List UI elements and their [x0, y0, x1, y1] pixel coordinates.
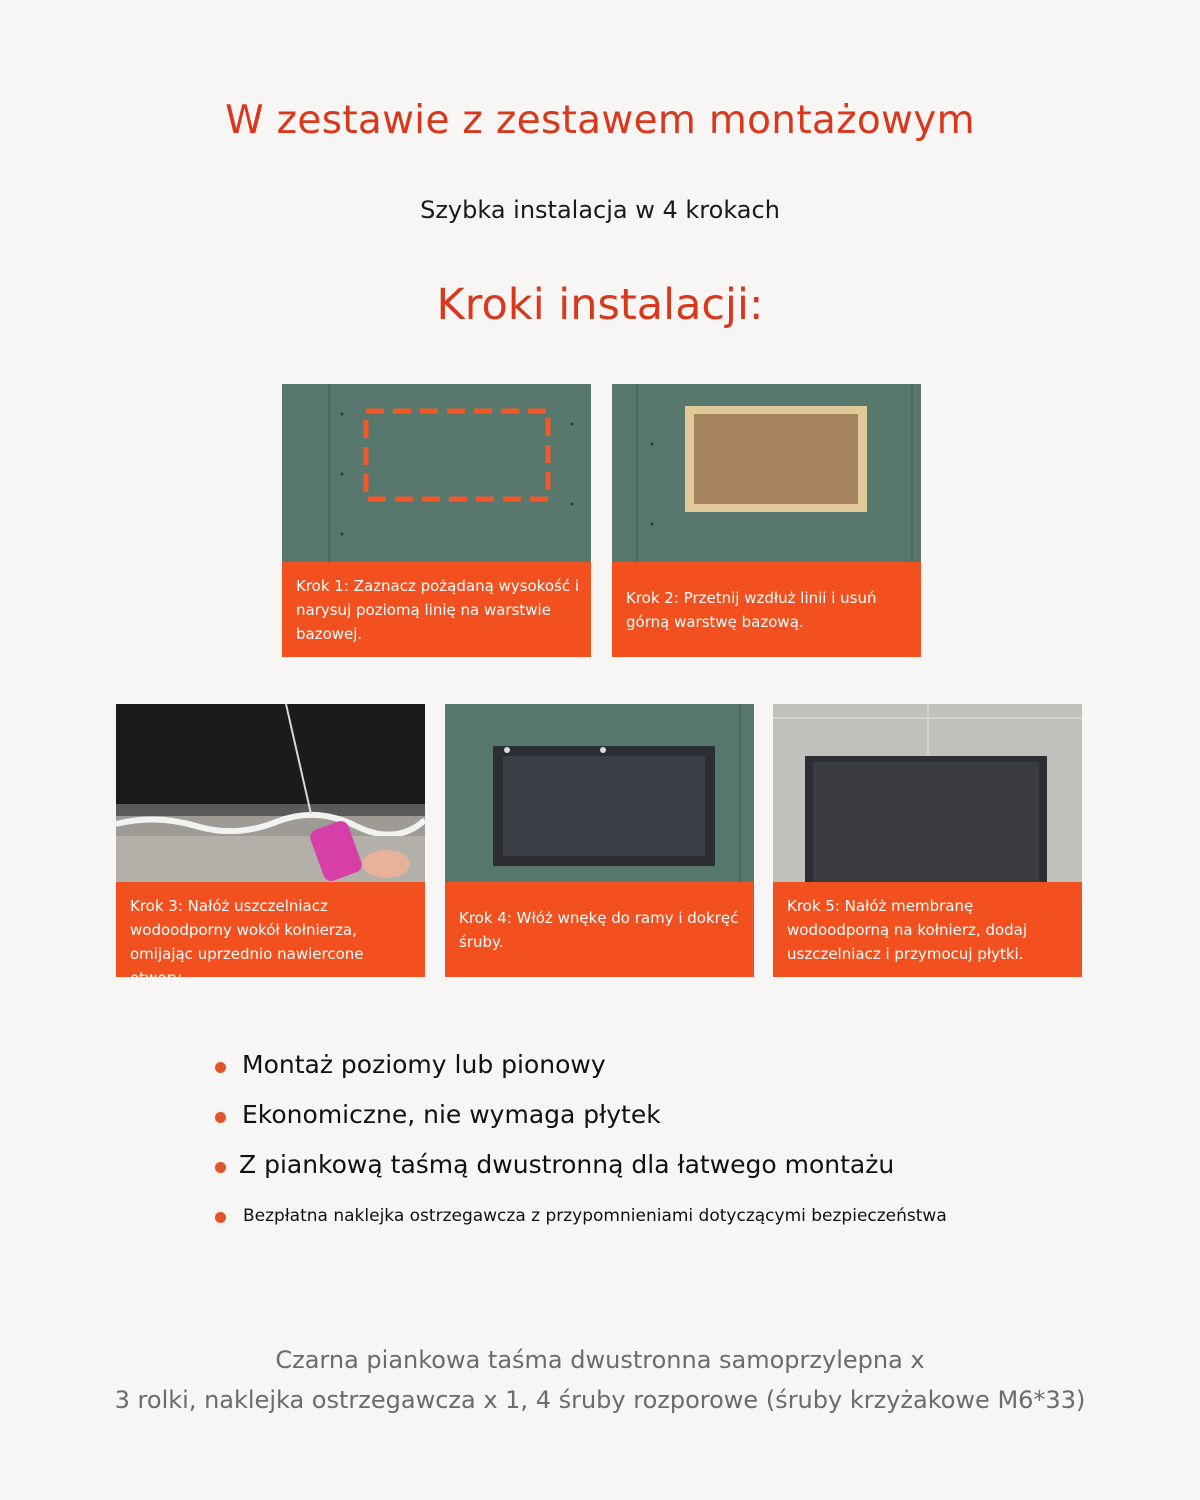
- feature-item-2: Ekonomiczne, nie wymaga płytek: [242, 1100, 661, 1129]
- kit-contents-line-2: 3 rolki, naklejka ostrzegawcza x 1, 4 śruby rozporowe (śruby krzyżakowe M6*33): [114, 1386, 1086, 1414]
- bullet-icon: [215, 1162, 226, 1173]
- feature-item-1: Montaż poziomy lub pionowy: [242, 1050, 606, 1079]
- step-card-1: [282, 384, 591, 657]
- bullet-icon: [215, 1062, 226, 1073]
- step-card-3: [116, 704, 425, 987]
- step-1-caption: Krok 1: Zaznacz pożądaną wysokość i narysuj poziomą linię na warstwie bazowej.: [282, 562, 591, 657]
- step-card-2: [612, 384, 921, 657]
- step-3-image: [116, 704, 425, 882]
- feature-item-4: Bezpłatna naklejka ostrzegawcza z przypomnieniami dotyczącymi bezpieczeństwa: [243, 1206, 947, 1226]
- step-3-caption: Krok 3: Nałóż uszczelniacz wodoodporny wokół kołnierza, omijając uprzednio nawiercone otwory.: [116, 882, 425, 977]
- feature-item-3: Z piankową taśmą dwustronną dla łatwego montażu: [239, 1150, 895, 1179]
- step-4-image: [445, 704, 754, 882]
- step-4-caption: Krok 4: Włóż wnękę do ramy i dokręć śruby.: [445, 882, 754, 977]
- step-2-image: [612, 384, 921, 562]
- bullet-icon: [215, 1112, 226, 1123]
- section-title: Kroki instalacji:: [436, 280, 764, 330]
- page-title: W zestawie z zestawem montażowym: [225, 98, 975, 143]
- step-1-image: [282, 384, 591, 562]
- kit-contents-line-1: Czarna piankowa taśma dwustronna samoprzylepna x: [275, 1346, 925, 1374]
- bullet-icon: [215, 1212, 226, 1223]
- step-card-4: [445, 704, 754, 977]
- step-card-5: [773, 704, 1082, 977]
- page-subtitle: Szybka instalacja w 4 krokach: [420, 196, 780, 224]
- step-2-caption: Krok 2: Przetnij wzdłuż linii i usuń górną warstwę bazową.: [612, 562, 921, 657]
- step-5-image: [773, 704, 1082, 882]
- step-5-caption: Krok 5: Nałóż membranę wodoodporną na kołnierz, dodaj uszczelniacz i przymocuj płytki.: [773, 882, 1082, 977]
